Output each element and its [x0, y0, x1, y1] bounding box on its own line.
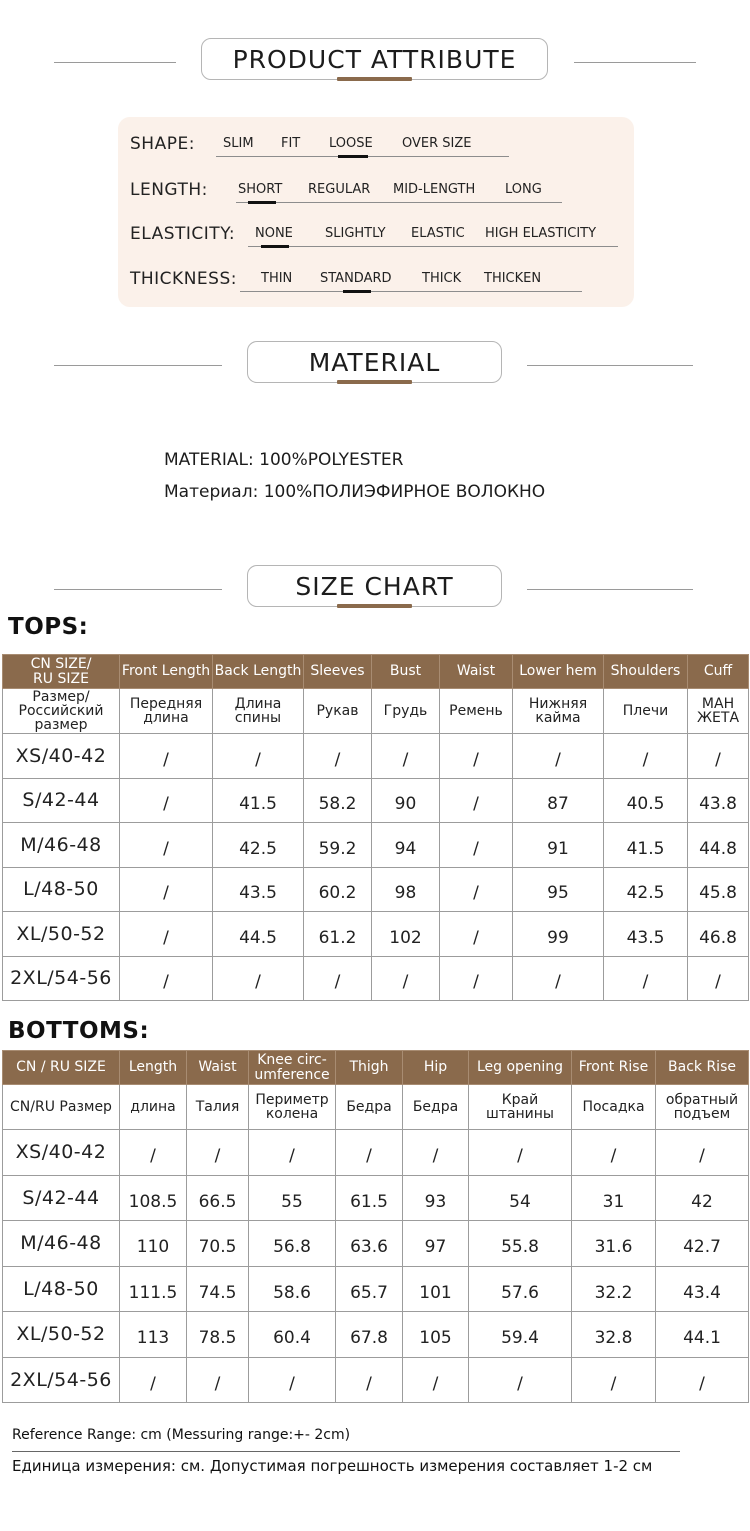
column-subheader: МАН ЖЕТА [688, 689, 749, 734]
selected-marker [343, 290, 371, 293]
value-cell: 111.5 [120, 1266, 187, 1312]
tops-title: TOPS: [8, 614, 89, 640]
attribute-label: ELASTICITY: [130, 224, 236, 244]
table-row [3, 1357, 749, 1403]
value-cell: / [213, 956, 304, 1001]
title-accent [337, 77, 412, 81]
value-cell: / [249, 1357, 336, 1403]
attribute-option: LONG [505, 182, 542, 197]
value-cell: 59.4 [469, 1312, 572, 1358]
column-header: Front Length [120, 655, 213, 689]
attribute-underline [248, 246, 618, 247]
value-cell: 95 [513, 867, 604, 912]
value-cell: 99 [513, 912, 604, 957]
size-cell: M/46-48 [3, 823, 120, 868]
attribute-option-selected: LOOSE [329, 136, 373, 151]
bottoms-title: BOTTOMS: [8, 1018, 150, 1044]
value-cell: / [440, 734, 513, 779]
value-cell: / [688, 734, 749, 779]
value-cell: / [120, 1130, 187, 1176]
column-header: Waist [440, 655, 513, 689]
divider-left [54, 62, 176, 63]
table-row [3, 823, 749, 868]
value-cell: / [304, 734, 372, 779]
value-cell: 31 [572, 1175, 656, 1221]
selected-marker [338, 155, 368, 158]
value-cell: / [120, 956, 213, 1001]
value-cell: 56.8 [249, 1221, 336, 1267]
value-cell: / [656, 1130, 749, 1176]
divider-right [574, 62, 696, 63]
value-cell: / [120, 1357, 187, 1403]
column-header: Bust [372, 655, 440, 689]
value-cell: / [572, 1130, 656, 1176]
column-subheader: Размер/ Российский размер [3, 689, 120, 734]
value-cell: 66.5 [187, 1175, 249, 1221]
value-cell: 44.5 [213, 912, 304, 957]
column-subheader: CN/RU Размер [3, 1085, 120, 1130]
value-cell: / [513, 956, 604, 1001]
value-cell: 93 [403, 1175, 469, 1221]
column-subheader: Рукав [304, 689, 372, 734]
column-subheader: обратный подъем [656, 1085, 749, 1130]
value-cell: 32.8 [572, 1312, 656, 1358]
value-cell: / [403, 1357, 469, 1403]
material-en [164, 450, 403, 470]
value-cell: 65.7 [336, 1266, 403, 1312]
value-cell: 87 [513, 778, 604, 823]
value-cell: / [187, 1357, 249, 1403]
attribute-label: SHAPE: [130, 134, 195, 154]
value-cell: / [187, 1130, 249, 1176]
column-subheader: Талия [187, 1085, 249, 1130]
value-cell: 40.5 [604, 778, 688, 823]
value-cell: / [440, 956, 513, 1001]
size-cell: 2XL/54-56 [3, 1357, 120, 1403]
material-ru-value: 100%ПОЛИЭФИРНОЕ ВОЛОКНО [263, 482, 546, 502]
column-subheader: Край штанины [469, 1085, 572, 1130]
value-cell: 41.5 [213, 778, 304, 823]
table-row [3, 1130, 749, 1176]
value-cell: 43.5 [213, 867, 304, 912]
header-row [3, 1051, 749, 1085]
table-row [3, 912, 749, 957]
value-cell: 43.5 [604, 912, 688, 957]
value-cell: 46.8 [688, 912, 749, 957]
column-header: Thigh [336, 1051, 403, 1085]
size-cell: XL/50-52 [3, 912, 120, 957]
value-cell: 32.2 [572, 1266, 656, 1312]
size-cell: XS/40-42 [3, 734, 120, 779]
size-cell: L/48-50 [3, 867, 120, 912]
section-title: SIZE CHART [247, 565, 502, 607]
value-cell: / [604, 956, 688, 1001]
attribute-underline [236, 202, 562, 203]
table-row [3, 1221, 749, 1267]
table-row [3, 1312, 749, 1358]
selected-marker [248, 201, 276, 204]
value-cell: / [469, 1357, 572, 1403]
divider-right [527, 589, 693, 590]
value-cell: / [249, 1130, 336, 1176]
attribute-option: ELASTIC [411, 226, 465, 241]
column-subheader: Ремень [440, 689, 513, 734]
column-subheader: Бедра [403, 1085, 469, 1130]
attribute-option: SLIGHTLY [325, 226, 386, 241]
column-header: CN / RU SIZE [3, 1051, 120, 1085]
column-subheader: Передняя длина [120, 689, 213, 734]
attribute-option: REGULAR [308, 182, 371, 197]
value-cell: 61.5 [336, 1175, 403, 1221]
column-header: Back Length [213, 655, 304, 689]
size-cell: XS/40-42 [3, 1130, 120, 1176]
value-cell: / [440, 823, 513, 868]
attribute-panel [118, 117, 634, 307]
section-title: MATERIAL [247, 341, 502, 383]
size-chart-header [0, 565, 750, 615]
value-cell: 42 [656, 1175, 749, 1221]
value-cell: 102 [372, 912, 440, 957]
value-cell: 54 [469, 1175, 572, 1221]
value-cell: 58.2 [304, 778, 372, 823]
column-header: CN SIZE/ RU SIZE [3, 655, 120, 689]
column-subheader: Бедра [336, 1085, 403, 1130]
column-header: Length [120, 1051, 187, 1085]
value-cell: 41.5 [604, 823, 688, 868]
column-subheader: Посадка [572, 1085, 656, 1130]
attribute-option-selected: SHORT [238, 182, 283, 197]
size-cell: S/42-44 [3, 1175, 120, 1221]
value-cell: 108.5 [120, 1175, 187, 1221]
attribute-option: THICKEN [484, 271, 542, 286]
value-cell: / [120, 734, 213, 779]
table-row [3, 1266, 749, 1312]
value-cell: 67.8 [336, 1312, 403, 1358]
value-cell: 57.6 [469, 1266, 572, 1312]
value-cell: 70.5 [187, 1221, 249, 1267]
value-cell: 58.6 [249, 1266, 336, 1312]
attribute-option: THICK [422, 271, 462, 286]
material-header [0, 341, 750, 391]
value-cell: / [440, 778, 513, 823]
value-cell: 97 [403, 1221, 469, 1267]
attribute-option-selected: NONE [255, 226, 293, 241]
reference-note-en: Reference Range: cm (Messuring range:+- 2cm) [12, 1427, 351, 1443]
value-cell: 91 [513, 823, 604, 868]
divider-left [54, 365, 222, 366]
attribute-option: FIT [281, 136, 301, 151]
value-cell: / [336, 1357, 403, 1403]
value-cell: / [120, 823, 213, 868]
value-cell: / [403, 1130, 469, 1176]
table-row [3, 1175, 749, 1221]
value-cell: 98 [372, 867, 440, 912]
column-subheader: Плечи [604, 689, 688, 734]
value-cell: 78.5 [187, 1312, 249, 1358]
column-header: Knee circ- umference [249, 1051, 336, 1085]
material-ru-label: Материал: [164, 482, 259, 502]
material-en-label: MATERIAL: [164, 450, 254, 470]
column-header: Hip [403, 1051, 469, 1085]
value-cell: / [440, 867, 513, 912]
value-cell: 42.5 [213, 823, 304, 868]
column-header: Leg opening [469, 1051, 572, 1085]
value-cell: 61.2 [304, 912, 372, 957]
bottoms-size-table [2, 1050, 749, 1403]
attribute-label: LENGTH: [130, 180, 208, 200]
column-subheader: Периметр колена [249, 1085, 336, 1130]
size-cell: 2XL/54-56 [3, 956, 120, 1001]
table-row [3, 734, 749, 779]
column-subheader: Нижняя кайма [513, 689, 604, 734]
value-cell: / [120, 867, 213, 912]
value-cell: / [372, 956, 440, 1001]
selected-marker [261, 245, 289, 248]
value-cell: / [469, 1130, 572, 1176]
column-header: Front Rise [572, 1051, 656, 1085]
material-ru [164, 482, 545, 502]
column-header: Waist [187, 1051, 249, 1085]
column-header: Shoulders [604, 655, 688, 689]
value-cell: 43.8 [688, 778, 749, 823]
value-cell: 60.2 [304, 867, 372, 912]
table-row [3, 867, 749, 912]
value-cell: 43.4 [656, 1266, 749, 1312]
value-cell: 45.8 [688, 867, 749, 912]
attribute-label: THICKNESS: [130, 269, 237, 289]
value-cell: 113 [120, 1312, 187, 1358]
value-cell: 110 [120, 1221, 187, 1267]
section-title: PRODUCT ATTRIBUTE [201, 38, 548, 80]
value-cell: / [604, 734, 688, 779]
size-cell: XL/50-52 [3, 1312, 120, 1358]
value-cell: 105 [403, 1312, 469, 1358]
value-cell: / [372, 734, 440, 779]
subheader-row [3, 689, 749, 734]
size-cell: S/42-44 [3, 778, 120, 823]
column-header: Sleeves [304, 655, 372, 689]
column-subheader: длина [120, 1085, 187, 1130]
attribute-option: HIGH ELASTICITY [485, 226, 597, 241]
footer-divider [12, 1451, 680, 1452]
reference-note-ru: Единица измерения: см. Допустимая погрешность измерения составляет 1-2 см [12, 1457, 653, 1475]
table-row [3, 956, 749, 1001]
size-cell: L/48-50 [3, 1266, 120, 1312]
value-cell: 90 [372, 778, 440, 823]
attribute-option-selected: STANDARD [320, 271, 392, 286]
value-cell: / [304, 956, 372, 1001]
material-en-value: 100%POLYESTER [259, 450, 404, 470]
header-row [3, 655, 749, 689]
attribute-option: MID-LENGTH [393, 182, 476, 197]
product-attribute-header [0, 38, 750, 88]
column-header: Back Rise [656, 1051, 749, 1085]
table-row [3, 778, 749, 823]
value-cell: / [513, 734, 604, 779]
column-header: Lower hem [513, 655, 604, 689]
title-accent [337, 604, 412, 608]
value-cell: 59.2 [304, 823, 372, 868]
value-cell: / [336, 1130, 403, 1176]
attribute-option: THIN [261, 271, 293, 286]
value-cell: 60.4 [249, 1312, 336, 1358]
size-cell: M/46-48 [3, 1221, 120, 1267]
subheader-row [3, 1085, 749, 1130]
column-subheader: Длина спины [213, 689, 304, 734]
value-cell: / [572, 1357, 656, 1403]
value-cell: 55 [249, 1175, 336, 1221]
divider-right [527, 365, 693, 366]
value-cell: 94 [372, 823, 440, 868]
attribute-underline [240, 291, 582, 292]
value-cell: / [213, 734, 304, 779]
value-cell: 63.6 [336, 1221, 403, 1267]
value-cell: 44.1 [656, 1312, 749, 1358]
column-subheader: Грудь [372, 689, 440, 734]
value-cell: / [120, 778, 213, 823]
attribute-option: SLIM [223, 136, 254, 151]
value-cell: / [120, 912, 213, 957]
attribute-option: OVER SIZE [402, 136, 472, 151]
value-cell: / [440, 912, 513, 957]
title-accent [337, 380, 412, 384]
tops-size-table [2, 654, 749, 1001]
column-header: Cuff [688, 655, 749, 689]
value-cell: 42.5 [604, 867, 688, 912]
value-cell: 42.7 [656, 1221, 749, 1267]
value-cell: / [656, 1357, 749, 1403]
value-cell: 74.5 [187, 1266, 249, 1312]
value-cell: 101 [403, 1266, 469, 1312]
value-cell: 55.8 [469, 1221, 572, 1267]
value-cell: / [688, 956, 749, 1001]
divider-left [54, 589, 222, 590]
value-cell: 31.6 [572, 1221, 656, 1267]
value-cell: 44.8 [688, 823, 749, 868]
